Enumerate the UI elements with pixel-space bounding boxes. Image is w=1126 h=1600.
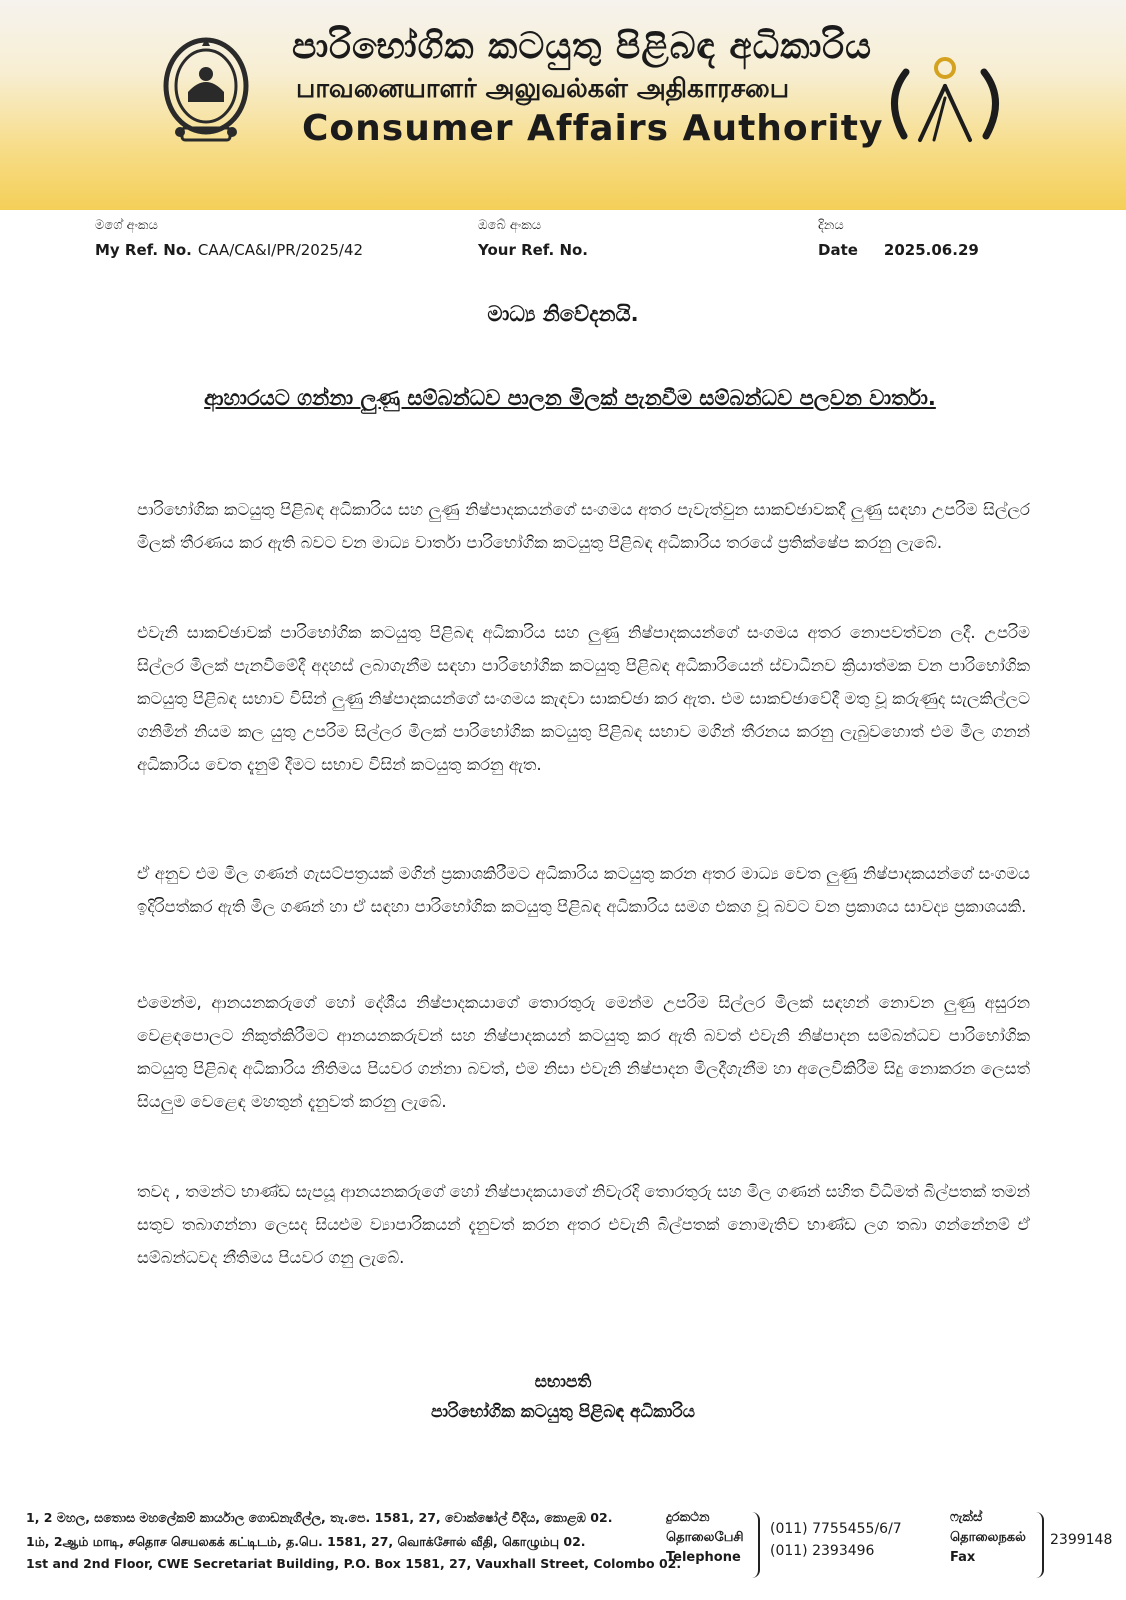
national-emblem-icon bbox=[160, 34, 252, 146]
my-ref-block bbox=[95, 214, 363, 262]
fax-number: 2399148 bbox=[1050, 1532, 1113, 1548]
body-paragraph-1: පාරිභෝගික කටයුතු පිළිබඳ අධිකාරිය සහ ලුණු නිෂ්පාදකයන්ගේ සංගමය අතර පැවැත්වුන සාකච්ඡාවකදී ලුණු සඳහා උපරිම සිල්ලර මිලක් තීරණය කර ඇති බවට වන මාධ්‍ය වාර්තා පාරිභෝගික කටයුතු පිළිබඳ අධිකාරිය තරයේ ප්‍රතික්ෂේප කරනු ලැබේ. bbox=[137, 500, 1030, 552]
telephone-label-english: Telephone bbox=[666, 1550, 741, 1565]
footer bbox=[0, 1500, 1126, 1600]
body-paragraph-5: තවද , තමන්ට භාණ්ඩ සැපයූ ආනයනකරුගේ හෝ නිෂ්පාදකයාගේ නිවැරදි තොරතුරු සහ මිල ගණන් සහිත විධිමත් බිල්පතක් තමන් සතුව තබාගන්නා ලෙසද සියළුම ව්‍යාපාරිකයන් දැනුවත් කරන අතර එවැනි බිල්පතක් නොමැතිව භාණ්ඩ ලග තබා ගන්නේනම් ඒ සම්බන්ධවද නීතිමය පියවර ගනු ලැබේ. bbox=[137, 1182, 1030, 1267]
signatory-org: පාරිභෝගික කටයුතු පිළිබඳ අධිකාරිය bbox=[431, 1402, 695, 1422]
address-tamil: 1ம், 2ஆம் மாடி, சதொச செயலகக் கட்டிடம், த.பெ. 1581, 27, வொக்சோல் வீதி, கொழும்பு 02. bbox=[26, 1534, 586, 1549]
fax-label-tamil: தொலைநகல் bbox=[950, 1530, 1026, 1545]
your-ref-block bbox=[478, 214, 588, 262]
telephone-label-sinhala: දුරකථන bbox=[666, 1510, 710, 1525]
my-ref-label: My Ref. No. bbox=[95, 241, 192, 259]
date-block bbox=[818, 214, 979, 262]
date-label: Date bbox=[818, 241, 858, 259]
org-name-english: Consumer Affairs Authority bbox=[302, 108, 884, 149]
notice-title: මාධ්‍ය නිවේදනයි. bbox=[487, 302, 639, 326]
fax-label-english: Fax bbox=[950, 1550, 976, 1565]
telephone-number-2: (011) 2393496 bbox=[770, 1543, 875, 1559]
your-ref-label: Your Ref. No. bbox=[478, 241, 588, 259]
my-ref-sinhala-label: මගේ අංකය bbox=[95, 218, 158, 233]
fax-label-sinhala: ෆැක්ස් bbox=[950, 1510, 983, 1525]
address-sinhala: 1, 2 මහල, සතොස මහලේකම් කාර්යාල ගොඩනැගිල්ල, තැ.පෙ. 1581, 27, වොක්ෂෝල් වීදිය, කොළඹ 02. bbox=[26, 1510, 613, 1525]
letterhead bbox=[0, 0, 1126, 210]
telephone-label-tamil: தொலைபேசி bbox=[666, 1530, 744, 1545]
telephone-number-1: (011) 7755455/6/7 bbox=[770, 1521, 902, 1537]
your-ref-sinhala-label: ඔබේ අංකය bbox=[478, 218, 542, 233]
body-paragraph-3: ඒ අනුව එම මිල ගණන් ගැසට්පත්‍රයක් මගින් ප්‍රකාශකිරීමට අධිකාරිය කටයුතු කරන අතර මාධ්‍ය වෙත ලුණු නිෂ්පාදකයන්ගේ සංගමය ඉදිරිපත්කර ඇති මිල ගණන් හා ඒ සඳහා පාරිභෝගික කටයුතු පිළිබඳ අධිකාරිය සමග එකග වූ බවට වන ප්‍රකාශය සාවද්‍ය ප්‍රකාශයකි. bbox=[137, 864, 1030, 916]
my-ref-value: CAA/CA&I/PR/2025/42 bbox=[197, 241, 364, 259]
subject-heading: ආහාරයට ගන්නා ලුණු සම්බන්ධව පාලන මිලක් පැනවීම සම්බන්ධව පලවන වාර්තා. bbox=[204, 386, 936, 410]
signatory-title: සභාපති bbox=[534, 1372, 592, 1392]
address-english: 1st and 2nd Floor, CWE Secretariat Building, P.O. Box 1581, 27, Vauxhall Street, Colombo 02. bbox=[26, 1556, 682, 1571]
date-value: 2025.06.29 bbox=[883, 241, 979, 259]
brace-divider bbox=[1036, 1512, 1044, 1578]
org-name-tamil: பாவனையாளர் அலுவல்கள் அதிகாரசபை bbox=[296, 74, 790, 104]
brace-divider bbox=[752, 1512, 760, 1578]
org-name-sinhala: පාරිභෝගික කටයුතු පිළිබඳ අධිකාරිය bbox=[292, 26, 872, 67]
caa-logo-icon bbox=[880, 52, 1010, 148]
telephone-labels bbox=[666, 1508, 744, 1568]
fax-labels bbox=[950, 1508, 1026, 1568]
telephone-numbers bbox=[770, 1518, 902, 1562]
body-paragraph-4: එමෙන්ම, ආනයනකරුගේ හෝ දේශීය නිෂ්පාදකයාගේ තොරතුරු මෙන්ම උපරිම සිල්ලර මිලක් සඳහන් නොවන ලුණු අසුරන වෙළඳපොලට නිකුත්කිරීමට ආනයනකරුවන් සහ නිෂ්පාදකයන් කටයුතු කර ඇති බවත් එවැනි නිෂ්පාදන සම්බන්ධව පාරිභෝගික කටයුතු පිළිබඳ අධිකාරිය නීතිමය පියවර ගන්නා බවත්, එම නිසා එවැනි නිෂ්පාදන මිලදීගැනීම හා අලෙවිකිරීම සිදු නොකරන ලෙසත් සියලුම වෙළෙඳ මහතුන් දැනුවත් කරනු ලැබේ. bbox=[137, 993, 1030, 1111]
body-paragraph-2: එවැනි සාකච්ඡාවක් පාරිභෝගික කටයුතු පිළිබඳ අධිකාරිය සහ ලුණු නිෂ්පාදකයන්ගේ සංගමය අතර නොපවත්වන ලදී. උපරිම සිල්ලර මිලක් පැනවීමේදී අදහස් ලබාගැනීම සඳහා පාරිභෝගික කටයුතු පිළිබඳ අධිකාරියෙන් ස්වාධීනව ක්‍රියාත්මක වන පාරිභෝගික කටයුතු පිළිබඳ සභාව විසින් ලුණු නිෂ්පාදකයන්ගේ සංගමය කැඳවා සාකච්ඡා කර ඇත. එම සාකච්ඡාවේදී මතු වූ කරුණුද සැලකිල්ලට ගනිමින් නියම කල යුතු උපරිම සිල්ලර මිලක් පාරිභෝගික කටයුතු පිළිබඳ සභාව මගින් තීරනය කරනු ලැබුවහොත් එම මිල ගනන් අධිකාරිය වෙත දැනුම් දීමට සභාව විසින් කටයුතු කරනු ඇත. bbox=[137, 623, 1030, 774]
date-sinhala-label: දිනය bbox=[818, 218, 844, 233]
